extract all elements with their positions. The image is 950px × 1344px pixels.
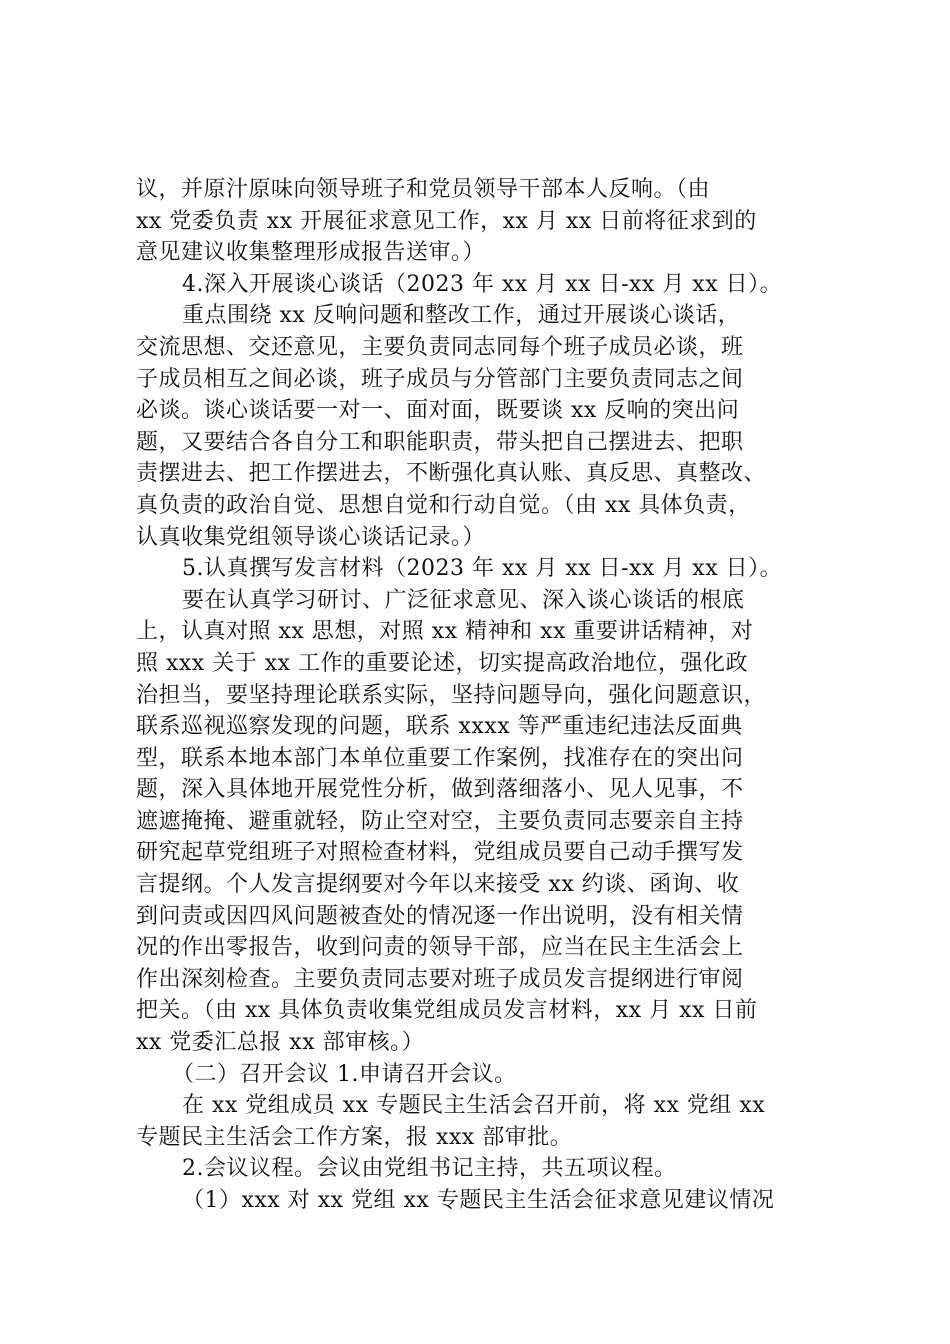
section-heading: 5.认真撰写发言材料（2023 年 xx 月 xx 日-xx 月 xx 日）。 <box>182 556 783 582</box>
text-line: 研究起草党组班子对照检查材料，党组成员要自己动手撰写发 <box>136 840 744 866</box>
text-line: 治担当，要坚持理论联系实际，坚持问题导向，强化问题意识， <box>136 682 767 708</box>
text-line: 上，认真对照 xx 思想，对照 xx 精神和 xx 重要讲话精神，对 <box>136 619 754 645</box>
text-line: 责摆进去、把工作摆进去，不断强化真认账、真反思、真整改、 <box>136 461 767 487</box>
paragraph-start: （1）xxx 对 xx 党组 xx 专题民主生活会征求意见建议情况 <box>182 1188 775 1213</box>
section-heading: （二）召开会议 1.申请召开会议。 <box>172 1061 517 1087</box>
text-line: 专题民主生活会工作方案，报 xxx 部审批。 <box>136 1124 573 1150</box>
text-line: 题，又要结合各自分工和职能职责，带头把自己摆进去、把职 <box>136 429 744 455</box>
text-line: 认真收集党组领导谈心谈话记录。） <box>136 524 486 550</box>
paragraph-start: 在 xx 党组成员 xx 专题民主生活会召开前，将 xx 党组 xx <box>182 1093 766 1119</box>
text-line: 议，并原汁原味向领导班子和党员领导干部本人反响。（由 <box>136 177 711 202</box>
paragraph-start: 2.会议议程。会议由党组书记主持，共五项议程。 <box>182 1156 677 1182</box>
text-line: 意见建议收集整理形成报告送审。） <box>136 240 486 266</box>
text-line: 真负责的政治自觉、思想自觉和行动自觉。（由 xx 具体负责， <box>136 492 751 518</box>
text-line: 把关。（由 xx 具体负责收集党组成员发言材料，xx 月 xx 日前 <box>136 998 758 1024</box>
text-line: 交流思想、交还意见，主要负责同志同每个班子成员必谈，班 <box>136 334 744 360</box>
paragraph-start: 要在认真学习研讨、广泛征求意见、深入谈心谈话的根底 <box>182 587 745 613</box>
text-line: 况的作出零报告，收到问责的领导干部，应当在民主生活会上 <box>136 935 744 961</box>
section-heading: 4.深入开展谈心谈话（2023 年 xx 月 xx 日-xx 月 xx 日）。 <box>182 271 783 297</box>
text-line: xx 党委负责 xx 开展征求意见工作，xx 月 xx 日前将征求到的 <box>136 208 757 234</box>
text-line: 必谈。谈心谈话要一对一、面对面，既要谈 xx 反响的突出问 <box>136 398 740 424</box>
text-line: 联系巡视巡察发现的问题，联系 xxxx 等严重违纪违法反面典 <box>136 714 743 740</box>
text-line: 题，深入具体地开展党性分析，做到落细落小、见人见事，不 <box>136 777 744 803</box>
paragraph-start: 重点围绕 xx 反响问题和整改工作，通过开展谈心谈话， <box>182 303 741 329</box>
text-line: 作出深刻检查。主要负责同志要对班子成员发言提纲进行审阅 <box>136 966 744 992</box>
text-line: 到问责或因四风问题被查处的情况逐一作出说明，没有相关情 <box>136 903 744 929</box>
text-line: 照 xxx 关于 xx 工作的重要论述，切实提高政治地位，强化政 <box>136 650 749 676</box>
text-line: 言提纲。个人发言提纲要对今年以来接受 xx 约谈、函询、收 <box>136 872 740 898</box>
text-line: xx 党委汇总报 xx 部审核。） <box>136 1030 425 1056</box>
text-line: 遮遮掩掩、避重就轻，防止空对空，主要负责同志要亲自主持 <box>136 808 744 834</box>
text-line: 型，联系本地本部门本单位重要工作案例，找准存在的突出问 <box>136 745 744 771</box>
document-body <box>136 174 836 1217</box>
text-line: 子成员相互之间必谈，班子成员与分管部门主要负责同志之间 <box>136 366 744 392</box>
